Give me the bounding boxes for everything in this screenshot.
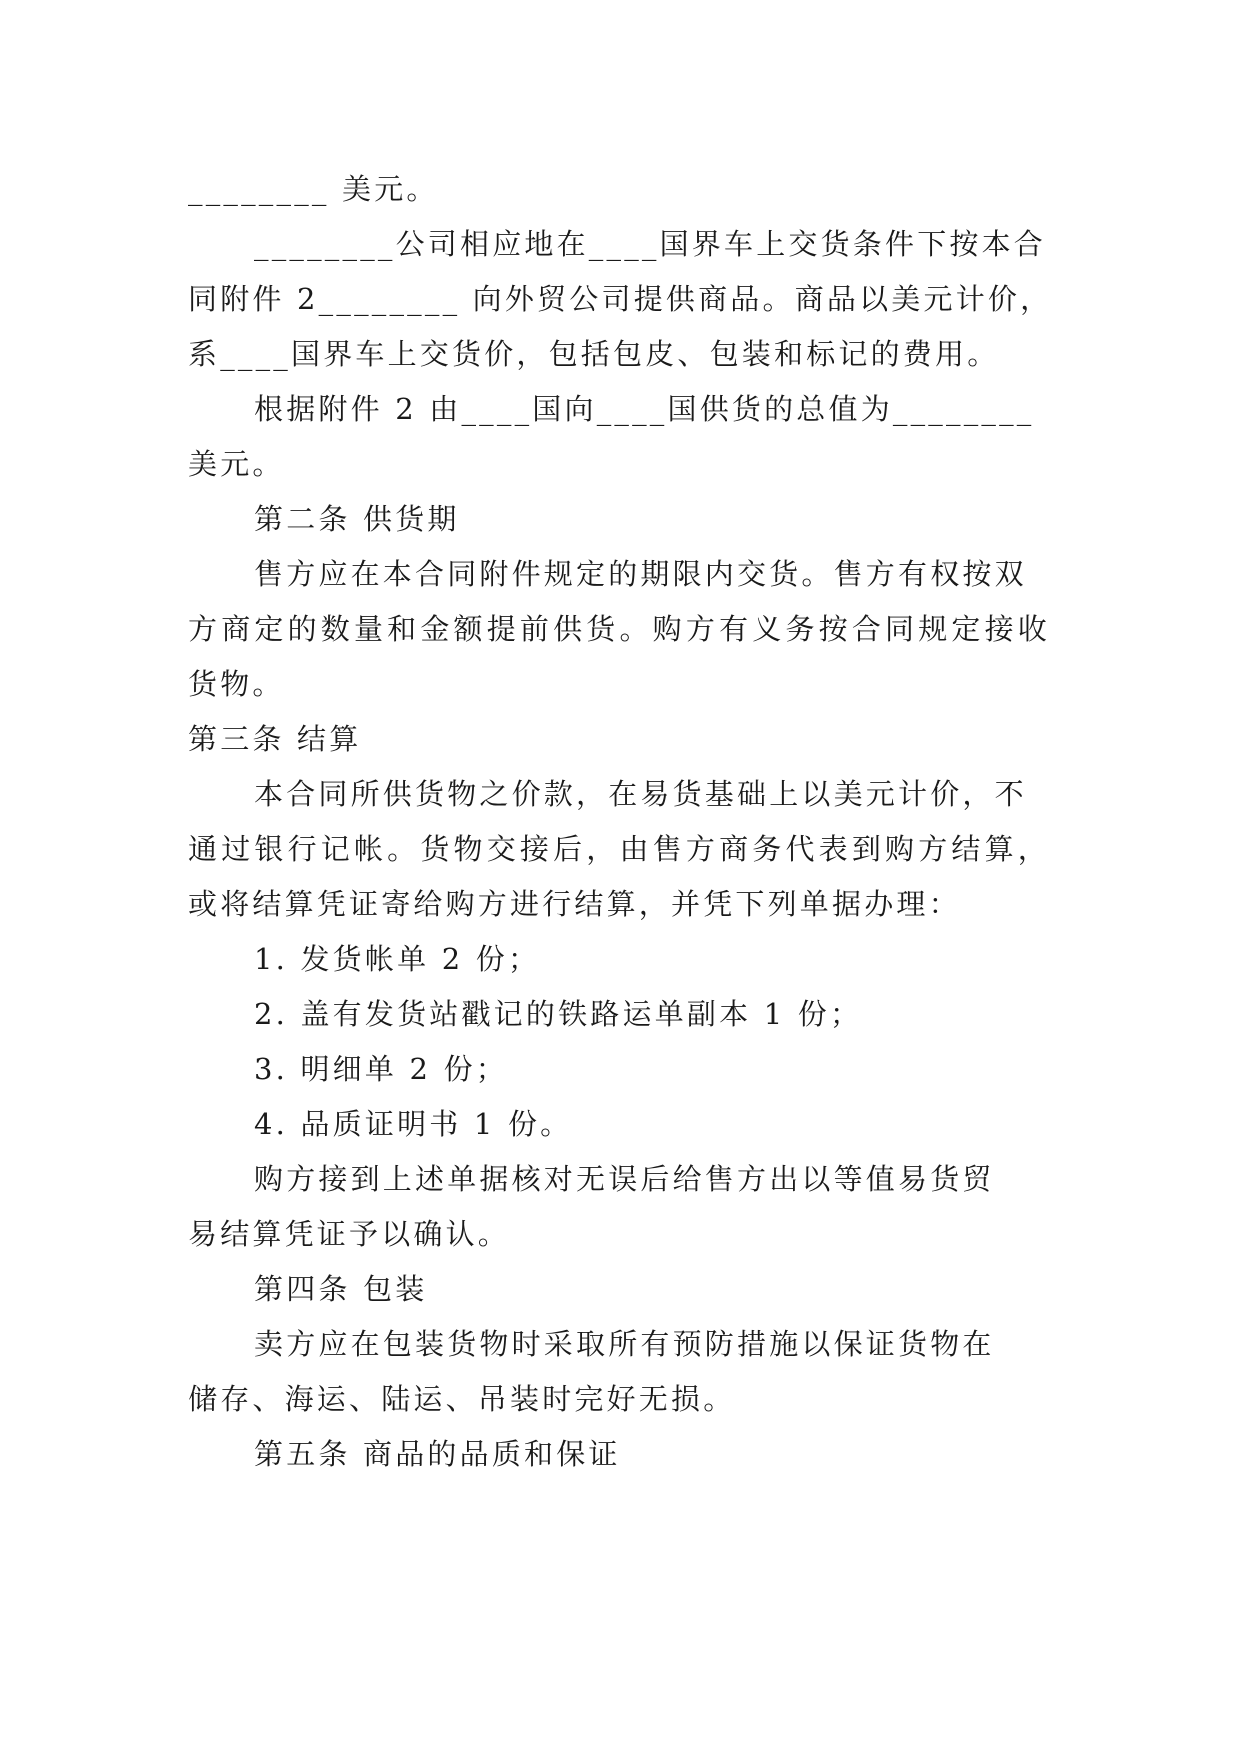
text-line: 根据附件 2 由____国向____国供货的总值为________: [254, 392, 1035, 426]
text-line: 货物。: [188, 667, 285, 701]
text-line: 或将结算凭证寄给购方进行结算，并凭下列单据办理：: [188, 887, 961, 921]
text-line: 售方应在本合同附件规定的期限内交货。售方有权按双: [254, 557, 1027, 591]
list-item: 2. 盖有发货站戳记的铁路运单副本 1 份；: [254, 997, 863, 1031]
text-line: 卖方应在包装货物时采取所有预防措施以保证货物在: [254, 1327, 995, 1361]
section-heading: 第二条 供货期: [254, 502, 460, 536]
text-line: 同附件 2________ 向外贸公司提供商品。商品以美元计价，: [188, 282, 1053, 316]
text-line: 易结算凭证予以确认。: [188, 1217, 511, 1251]
text-line: 系____国界车上交货价，包括包皮、包装和标记的费用。: [188, 337, 1000, 371]
text-line: 通过银行记帐。货物交接后，由售方商务代表到购方结算，: [188, 832, 1050, 866]
text-line: 方商定的数量和金额提前供货。购方有义务按合同规定接收: [188, 612, 1050, 646]
list-item: 3. 明细单 2 份；: [254, 1052, 508, 1086]
text-line: 本合同所供货物之价款，在易货基础上以美元计价，不: [254, 777, 1027, 811]
text-line: 美元。: [188, 447, 285, 481]
section-heading: 第三条 结算: [188, 722, 362, 756]
list-item: 4. 品质证明书 1 份。: [254, 1107, 573, 1141]
list-item: 1. 发货帐单 2 份；: [254, 942, 541, 976]
section-heading: 第四条 包装: [254, 1272, 428, 1306]
text-line: ________ 美元。: [188, 172, 439, 206]
text-line: ________公司相应地在____国界车上交货条件下按本合: [254, 227, 1047, 261]
section-heading: 第五条 商品的品质和保证: [254, 1437, 621, 1471]
text-line: 储存、海运、陆运、吊装时完好无损。: [188, 1382, 736, 1416]
text-line: 购方接到上述单据核对无误后给售方出以等值易货贸: [254, 1162, 995, 1196]
